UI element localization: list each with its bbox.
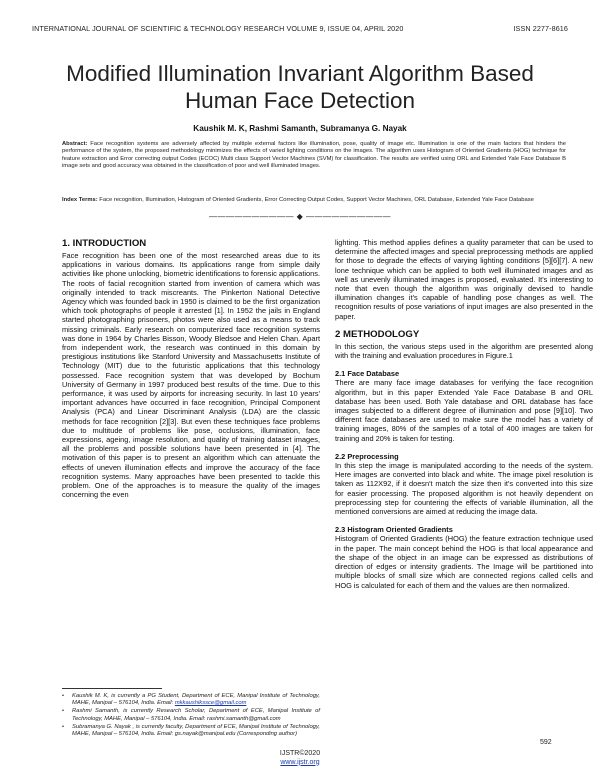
author-email-link[interactable]: mkkaushikssce@gmail.com <box>174 700 247 707</box>
author-footnotes <box>62 693 320 739</box>
abstract-text: Face recognition systems are adversely affected by multiple external factors like illumination, pose, quality of image etc. Illumination is one of the main factors that hinders the performance of the system, the proposed methodology minimizes the effects of varied lighting conditions on the images. The algorithm uses Histogram of Oriented Gradients (HOG) technique for feature extraction and Error correcting output Codes (ECOC) Multi class Support Vector Machines (SVM) for classification. The results are verified using ORL and Extended Yale Face Database B image sets and good accuracy was obtained in the classification of poor and well illuminated images. <box>62 141 566 169</box>
hog-text: Histogram of Oriented Gradients (HOG) the feature extraction technique used in the paper. The main concept behind the HOG is that local appearance and the shape of the object in an image can be expressed as distributions of direction of edges or intensity gradients. The Image will be partitioned into multiple blocks of small size which are connected regions called cells and HOG is calculated for each of them and the values are then normalized. <box>335 534 593 590</box>
footnote-item <box>62 693 320 707</box>
page-footer <box>0 750 600 767</box>
journal-name: INTERNATIONAL JOURNAL OF SCIENTIFIC & TECHNOLOGY RESEARCH VOLUME 9, ISSUE 04, APRIL 2020 <box>32 24 404 33</box>
right-column <box>335 238 593 590</box>
journal-url-link[interactable]: www.ijstr.org <box>280 758 320 766</box>
abstract-label: Abstract: <box>62 141 88 147</box>
introduction-continued: lighting. This method applies defines a quality parameter that can be used to determine the affected images and special preprocessing methods are applied for those to degrade the effects of varying lighting conditions [5][6][7]. A new lone technique which can be applied to both well illuminated images and as well as unevenly illuminated images is proposed, evaluated. It's interesting to note that even though the algorithm was originally devised to handle illumination changes it's capable of handling pose changes as well. The recognition results of pose variations of input images are also presented in the paper. <box>335 238 593 321</box>
index-terms-label: Index Terms: <box>62 197 98 203</box>
hog-heading: 2.3 Histogram Oriented Gradients <box>335 525 453 535</box>
section-separator: —————————— ◆ —————————— <box>208 212 392 221</box>
title-line-1: Modified Illumination Invariant Algorithm Based <box>66 61 534 86</box>
footnote-text: Kaushik M. K, is currently a PG Student, Department of ECE, Manipal Institute of Technology, MAHE, Manipal – 576104, India. Email: <box>72 693 320 707</box>
title-line-2: Human Face Detection <box>184 88 416 113</box>
introduction-text: Face recognition has been one of the most researched areas due to its applications in various domains. Its applications range from simple daily activities like phone unlocking, biometric identifications to forensic applications. The roots of facial recognition started from invention of camera which was originally intended to track miscreants. The Pinkerton National Detective Agency which was founded back in 1950 is claimed to be the first organization which took photographs of people it arrested [1]. In 1952 the jails in England started photographing prisoners, photos were also used as a means to track missing criminals. Early research on computerized face recognition systems was done in 1964 by Charles Bisson, Woody Bledsoe and Helen Chan. Apart from independent work, the research was continued in this domain by prestigious institutions like Stanford University and Massachusetts Institute of Technology (MIT) due to the futuristic applications that this technology possessed. Face recognition system that was developed by Bochum University of Germany in 1997 produced best results of the time. Due to this performance, it was used by airports for increasing security. In last 10 years' important advances have occurred in face recognition, Principal Component Analysis (PCA) and Linear Discriminant Analysis (LDA) are the classic methods for face recognition [2][3]. But even these techniques face problems due to multitude of problems like pose, occlusions, illumination, face expressions, ageing, image resolution, and quality of training dataset images, all the problems and possible solutions have been presented in [4]. The motivation of this paper is to present an algorithm which can attenuate the effects of uneven illumination effects and improve the accuracy of the face recognition systems. Many approaches have been presented to tackle this problem. One of the approaches is to measure the quality of the images concerning the even <box>62 251 320 500</box>
introduction-heading: 1. INTRODUCTION <box>62 238 147 249</box>
paper-title <box>40 60 560 114</box>
methodology-text: In this section, the various steps used in the algorithm are presented along with the training and evaluation procedures in Figure.1 <box>335 341 593 361</box>
preprocessing-text: In this step the image is manipulated according to the needs of the system. Here images are converted into black and white. The image pixel resolution is taken as 112X92, if it doesn't match the size then it's converted into this size for easier processing. The proposed algorithm is not heavily dependent on preprocessing step for countering the effects of variable illumination, all the mentioned conversions are aimed at reducing the image data. <box>335 461 593 517</box>
index-terms-text: Face recognition, Illumination, Histogram of Oriented Gradients, Error Correcting Output Codes, Support Vector Machines, ORL Database, Extended Yale Face Database <box>99 197 534 203</box>
footnote-rule <box>62 688 162 689</box>
footnote-item <box>62 708 320 722</box>
bullet-icon: • <box>62 693 65 699</box>
bullet-icon: • <box>62 723 65 730</box>
face-database-text: There are many face image databases for verifying the face recognition algorithm, but in this paper Extended Yale Face Database B and ORL database has been used. Both Yale database and ORL database has face images subjected to a different degree of illumination and pose [9][10]. Two different face databases are used to make sure the model has a variety of training images, 80% of the samples of a total of 400 images are taken for training and 20% is taken for testing. <box>335 378 593 443</box>
footer-copyright: IJSTR©2020 <box>279 750 321 757</box>
bullet-icon: • <box>62 708 65 715</box>
abstract <box>62 141 566 170</box>
preprocessing-heading: 2.2 Preprocessing <box>335 451 399 461</box>
page-number: 592 <box>540 739 552 746</box>
footnote-item <box>62 724 320 738</box>
left-column <box>62 238 320 499</box>
footnote-text: Rashmi Samanth, is currently Research Scholar, Department of ECE, Manipal Institute of Technology, MAHE, Manipal – 576104, India. Email: rashmi.samanth@gmail.com <box>72 708 320 722</box>
methodology-heading: 2 METHODOLOGY <box>335 328 420 340</box>
index-terms <box>62 197 566 204</box>
face-database-heading: 2.1 Face Database <box>335 369 400 379</box>
footnote-text: Subramanya G. Nayak , is currently faculty, Department of ECE, Manipal Institute of Technology, MAHE, Manipal – 576104, India. Email: gs.nayak@manipal.edu (Corresponding author) <box>72 723 320 738</box>
authors: Kaushik M. K, Rashmi Samanth, Subramanya G. Nayak <box>193 124 407 133</box>
issn: ISSN 2277-8616 <box>513 24 568 33</box>
running-header <box>32 24 568 33</box>
